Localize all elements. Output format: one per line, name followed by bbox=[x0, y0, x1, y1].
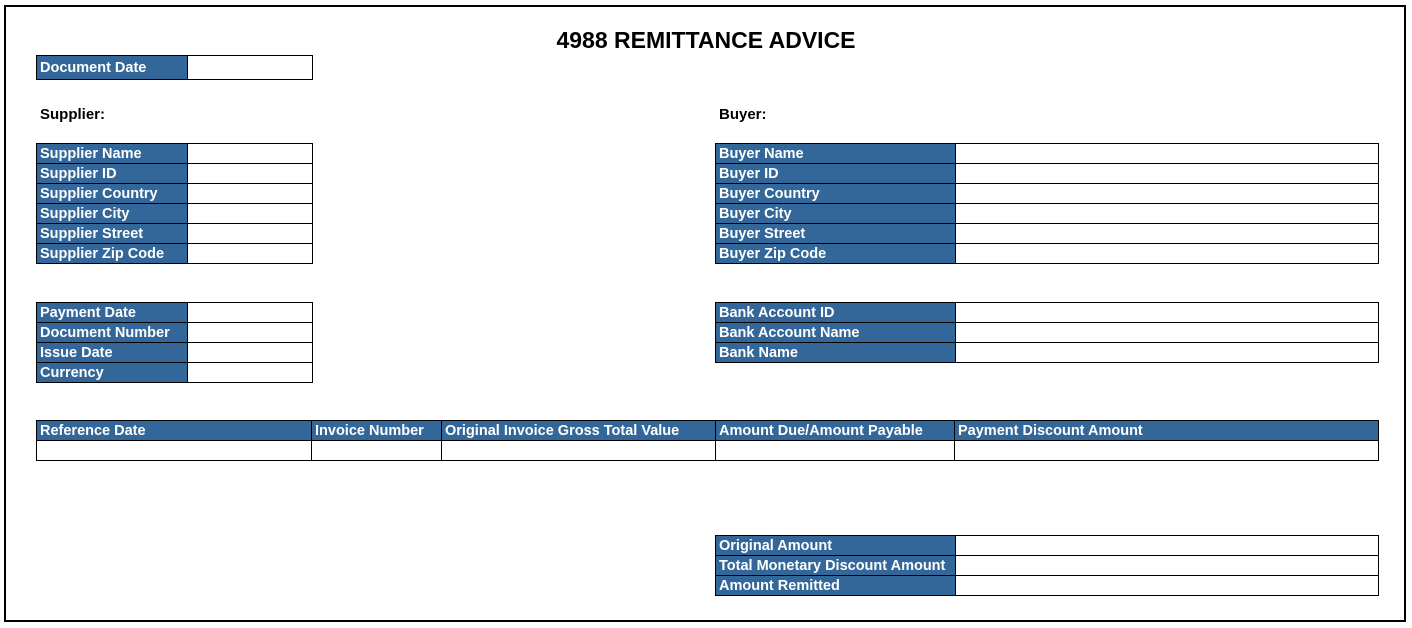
totals-table bbox=[715, 535, 1379, 596]
supplier-zip-label: Supplier Zip Code bbox=[37, 244, 188, 264]
supplier-name-label: Supplier Name bbox=[37, 144, 188, 164]
bank-account-name-label: Bank Account Name bbox=[716, 323, 956, 343]
payment-row-date bbox=[37, 303, 313, 323]
payment-row-issue-date bbox=[37, 343, 313, 363]
supplier-street-field[interactable] bbox=[188, 224, 313, 244]
original-amount-label: Original Amount bbox=[716, 536, 956, 556]
table-row bbox=[37, 441, 1379, 461]
bank-row-account-id bbox=[716, 303, 1379, 323]
buyer-heading: Buyer: bbox=[719, 106, 767, 123]
buyer-zip-field[interactable] bbox=[956, 244, 1379, 264]
invoice-number-cell[interactable] bbox=[312, 441, 442, 461]
supplier-zip-field[interactable] bbox=[188, 244, 313, 264]
payment-row-document-number bbox=[37, 323, 313, 343]
buyer-row-name bbox=[716, 144, 1379, 164]
bank-table bbox=[715, 302, 1379, 363]
column-header-original-invoice-gross-total: Original Invoice Gross Total Value bbox=[442, 421, 716, 441]
bank-row-name bbox=[716, 343, 1379, 363]
supplier-name-field[interactable] bbox=[188, 144, 313, 164]
supplier-row-country bbox=[37, 184, 313, 204]
buyer-name-label: Buyer Name bbox=[716, 144, 956, 164]
payment-date-label: Payment Date bbox=[37, 303, 188, 323]
bank-account-name-field[interactable] bbox=[956, 323, 1379, 343]
issue-date-label: Issue Date bbox=[37, 343, 188, 363]
issue-date-field[interactable] bbox=[188, 343, 313, 363]
currency-label: Currency bbox=[37, 363, 188, 383]
document-title: 4988 REMITTANCE ADVICE bbox=[556, 27, 856, 53]
supplier-id-field[interactable] bbox=[188, 164, 313, 184]
column-header-amount-due: Amount Due/Amount Payable bbox=[716, 421, 955, 441]
totals-row-total-discount bbox=[716, 556, 1379, 576]
supplier-table bbox=[36, 143, 313, 264]
document-number-field[interactable] bbox=[188, 323, 313, 343]
references-header-row bbox=[37, 421, 1379, 441]
currency-field[interactable] bbox=[188, 363, 313, 383]
buyer-name-field[interactable] bbox=[956, 144, 1379, 164]
bank-name-field[interactable] bbox=[956, 343, 1379, 363]
document-number-label: Document Number bbox=[37, 323, 188, 343]
payment-date-field[interactable] bbox=[188, 303, 313, 323]
document-date-field[interactable] bbox=[188, 56, 313, 80]
buyer-row-zip bbox=[716, 244, 1379, 264]
payment-table bbox=[36, 302, 313, 383]
supplier-country-label: Supplier Country bbox=[37, 184, 188, 204]
column-header-payment-discount-amount: Payment Discount Amount bbox=[955, 421, 1379, 441]
totals-row-amount-remitted bbox=[716, 576, 1379, 596]
bank-account-id-field[interactable] bbox=[956, 303, 1379, 323]
buyer-row-country bbox=[716, 184, 1379, 204]
buyer-street-label: Buyer Street bbox=[716, 224, 956, 244]
supplier-row-city bbox=[37, 204, 313, 224]
supplier-city-field[interactable] bbox=[188, 204, 313, 224]
totals-row-original-amount bbox=[716, 536, 1379, 556]
total-discount-field[interactable] bbox=[956, 556, 1379, 576]
buyer-country-label: Buyer Country bbox=[716, 184, 956, 204]
amount-remitted-field[interactable] bbox=[956, 576, 1379, 596]
bank-account-id-label: Bank Account ID bbox=[716, 303, 956, 323]
supplier-heading: Supplier: bbox=[40, 106, 106, 123]
amount-due-cell[interactable] bbox=[716, 441, 955, 461]
buyer-city-label: Buyer City bbox=[716, 204, 956, 224]
buyer-id-label: Buyer ID bbox=[716, 164, 956, 184]
supplier-country-field[interactable] bbox=[188, 184, 313, 204]
buyer-zip-label: Buyer Zip Code bbox=[716, 244, 956, 264]
buyer-row-city bbox=[716, 204, 1379, 224]
total-discount-label: Total Monetary Discount Amount bbox=[716, 556, 956, 576]
buyer-id-field[interactable] bbox=[956, 164, 1379, 184]
bank-row-account-name bbox=[716, 323, 1379, 343]
bank-name-label: Bank Name bbox=[716, 343, 956, 363]
payment-discount-amount-cell[interactable] bbox=[955, 441, 1379, 461]
buyer-city-field[interactable] bbox=[956, 204, 1379, 224]
supplier-city-label: Supplier City bbox=[37, 204, 188, 224]
supplier-row-id bbox=[37, 164, 313, 184]
reference-date-cell[interactable] bbox=[37, 441, 312, 461]
document-date-row bbox=[37, 56, 313, 80]
column-header-invoice-number: Invoice Number bbox=[312, 421, 442, 441]
document-date-table bbox=[36, 55, 313, 80]
references-table bbox=[36, 420, 1379, 461]
buyer-table bbox=[715, 143, 1379, 264]
supplier-id-label: Supplier ID bbox=[37, 164, 188, 184]
supplier-street-label: Supplier Street bbox=[37, 224, 188, 244]
amount-remitted-label: Amount Remitted bbox=[716, 576, 956, 596]
column-header-reference-date: Reference Date bbox=[37, 421, 312, 441]
original-amount-field[interactable] bbox=[956, 536, 1379, 556]
payment-row-currency bbox=[37, 363, 313, 383]
buyer-row-id bbox=[716, 164, 1379, 184]
supplier-row-street bbox=[37, 224, 313, 244]
original-invoice-gross-total-cell[interactable] bbox=[442, 441, 716, 461]
buyer-row-street bbox=[716, 224, 1379, 244]
document-date-label: Document Date bbox=[37, 56, 188, 80]
supplier-row-name bbox=[37, 144, 313, 164]
supplier-row-zip bbox=[37, 244, 313, 264]
buyer-street-field[interactable] bbox=[956, 224, 1379, 244]
buyer-country-field[interactable] bbox=[956, 184, 1379, 204]
